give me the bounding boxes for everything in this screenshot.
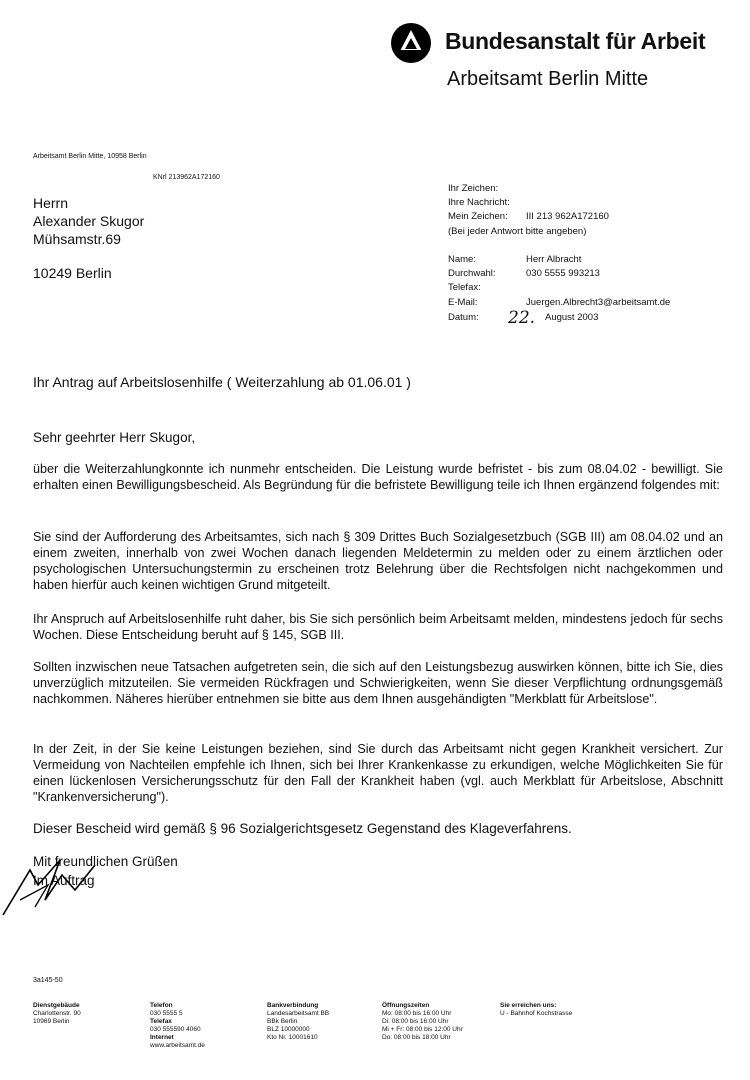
closing-statement: Dieser Bescheid wird gemäß § 96 Sozialgerichtsgesetz Gegenstand des Klageverfahrens. xyxy=(33,821,572,836)
footer-address xyxy=(33,1002,81,1026)
paragraph-text: In der Zeit, in der Sie keine Leistungen beziehen, sind Sie durch das Arbeitsamt nicht gegen Krankheit versichert. Zur Vermeidung von Nachteilen empfehle ich Ihnen, sich bei Ihrer Krankenkasse zu erkundigen, welche Möglichkeiten Sie für einen lückenlosen Versicherungsschutz für den Fall der Krankheit haben (vgl. auch Merkblatt für Arbeitslose, Abschnitt "Krankenversicherung"). xyxy=(33,742,723,804)
contact-name-label: Name: xyxy=(448,254,476,265)
footer-hours xyxy=(382,1002,463,1042)
footer-line: Internet xyxy=(150,1034,174,1041)
footer-line: 030 5555 5 xyxy=(150,1010,183,1017)
paragraph-text: Sollten inzwischen neue Tatsachen aufgetreten sein, die sich auf den Leistungsbezug auswirken können, bitte ich Sie, dies unverzüglich mitzuteilen. Sie vermeiden Rückfragen und Schwierigkeiten, wenn Sie dieser Verpflichtung ordnungsgemäß nachkommen. Näheres hierüber entnehmen sie bitte aus dem Ihnen ausgehändigten "Merkblatt für Arbeitslose". xyxy=(33,660,723,706)
footer-heading: Öffnungszeiten xyxy=(382,1002,430,1009)
footer-heading: Sie erreichen uns: xyxy=(500,1002,557,1009)
paragraph-suspension xyxy=(33,611,723,643)
paragraph-text: über die Weiterzahlungkonnte ich nunmehr entscheiden. Die Leistung wurde befristet - bis zum 08.04.02 - bewilligt. Sie erhalten einen Bewilligungsbescheid. Als Begründung für die befristete Bewilligung teile ich Ihnen ergänzend folgendes mit: xyxy=(33,462,723,492)
contact-name-value: Herr Albracht xyxy=(526,254,582,265)
recipient-city: 10249 Berlin xyxy=(33,265,112,281)
footer-line: Kto Nr. 10001610 xyxy=(267,1034,318,1041)
letter-subject: Ihr Antrag auf Arbeitslosenhilfe ( Weiterzahlung ab 01.06.01 ) xyxy=(33,374,411,390)
signature-image xyxy=(0,845,130,925)
paragraph-text: Ihr Anspruch auf Arbeitslosenhilfe ruht daher, bis Sie sich persönlich beim Arbeitsamt melden, mindestens jedoch für sechs Wochen. Diese Entscheidung beruht auf § 145, SGB III. xyxy=(33,612,723,642)
footer-line: Mo: 08:00 bis 16:00 Uhr xyxy=(382,1010,452,1017)
footer-bank xyxy=(267,1002,329,1042)
im-auftrag: Im Auftrag xyxy=(33,873,95,888)
date-value: August 2003 xyxy=(545,312,599,323)
durchwahl-value: 030 5555 993213 xyxy=(526,268,600,279)
email-value: Juergen.Albrecht3@arbeitsamt.de xyxy=(526,297,671,308)
footer-line: 030 555590 4060 xyxy=(150,1026,201,1033)
ihre-nachricht-label: Ihre Nachricht: xyxy=(448,197,510,208)
footer-directions xyxy=(500,1002,572,1018)
organization-name: Bundesanstalt für Arbeit xyxy=(445,28,706,54)
paragraph-new-facts xyxy=(33,659,723,707)
mein-zeichen-label: Mein Zeichen: xyxy=(448,211,508,222)
footer-heading: Dienstgebäude xyxy=(33,1002,80,1009)
telefax-label: Telefax: xyxy=(448,282,481,293)
durchwahl-label: Durchwahl: xyxy=(448,268,496,279)
footer-line: U - Bahnhof Kochstrasse xyxy=(500,1010,573,1017)
sender-return-address: Arbeitsamt Berlin Mitte, 10958 Berlin xyxy=(33,153,147,160)
paragraph-insurance xyxy=(33,741,723,805)
reference-hint: (Bei jeder Antwort bitte angeben) xyxy=(448,226,587,237)
recipient-street: Mühsamstr.69 xyxy=(33,231,121,247)
mein-zeichen-value: III 213 962A172160 xyxy=(526,211,609,222)
date-handwritten: 22. xyxy=(508,308,536,328)
agency-logo-icon xyxy=(390,22,432,64)
closing-greeting: Mit freundlichen Grüßen xyxy=(33,854,178,869)
recipient-salutation: Herrn xyxy=(33,195,69,211)
footer-line: BBk Berlin xyxy=(267,1018,298,1025)
footer-heading: Bankverbindung xyxy=(267,1002,319,1009)
footer-line: Di: 08:00 bis 16:00 Uhr xyxy=(382,1018,449,1025)
letter-greeting: Sehr geehrter Herr Skugor, xyxy=(33,430,196,445)
paragraph-reason xyxy=(33,529,723,593)
footer-phone xyxy=(150,1002,205,1050)
recipient-name: Alexander Skugor xyxy=(33,213,145,229)
email-label: E-Mail: xyxy=(448,297,478,308)
footer-line: Charlottenstr. 90 xyxy=(33,1010,81,1017)
footer-line: Do: 08:00 bis 18:00 Uhr xyxy=(382,1034,451,1041)
footer-line: BLZ 10000000 xyxy=(267,1026,310,1033)
form-code: 3a145-50 xyxy=(33,977,63,984)
footer-link[interactable]: www.arbeitsamt.de xyxy=(150,1042,205,1049)
reference-code: KNrl 213962A172160 xyxy=(153,174,220,181)
paragraph-text: Sie sind der Aufforderung des Arbeitsamtes, sich nach § 309 Drittes Buch Sozialgesetzbuch (SGB III) am 08.04.02 und an einem zweiten, innerhalb von zwei Wochen danach liegenden Meldetermin zu melden oder zu einem ärztlichen oder psychologischen Untersuchungstermin zu erscheinen trotz Belehrung über die Rechtsfolgen nicht nachgekommen und haben hierfür auch keinen wichtigen Grund mitgeteilt. xyxy=(33,530,723,592)
footer-line: Telefax xyxy=(150,1018,172,1025)
date-label: Datum: xyxy=(448,312,479,323)
footer-line: Mi + Fr: 08:00 bis 12:00 Uhr xyxy=(382,1026,463,1033)
paragraph-decision xyxy=(33,461,723,493)
ihr-zeichen-label: Ihr Zeichen: xyxy=(448,183,499,194)
footer-line: 10969 Berlin xyxy=(33,1018,70,1025)
office-name: Arbeitsamt Berlin Mitte xyxy=(447,68,649,90)
footer-heading: Telefon xyxy=(150,1002,173,1009)
footer-line: Landesarbeitsamt BB xyxy=(267,1010,330,1017)
